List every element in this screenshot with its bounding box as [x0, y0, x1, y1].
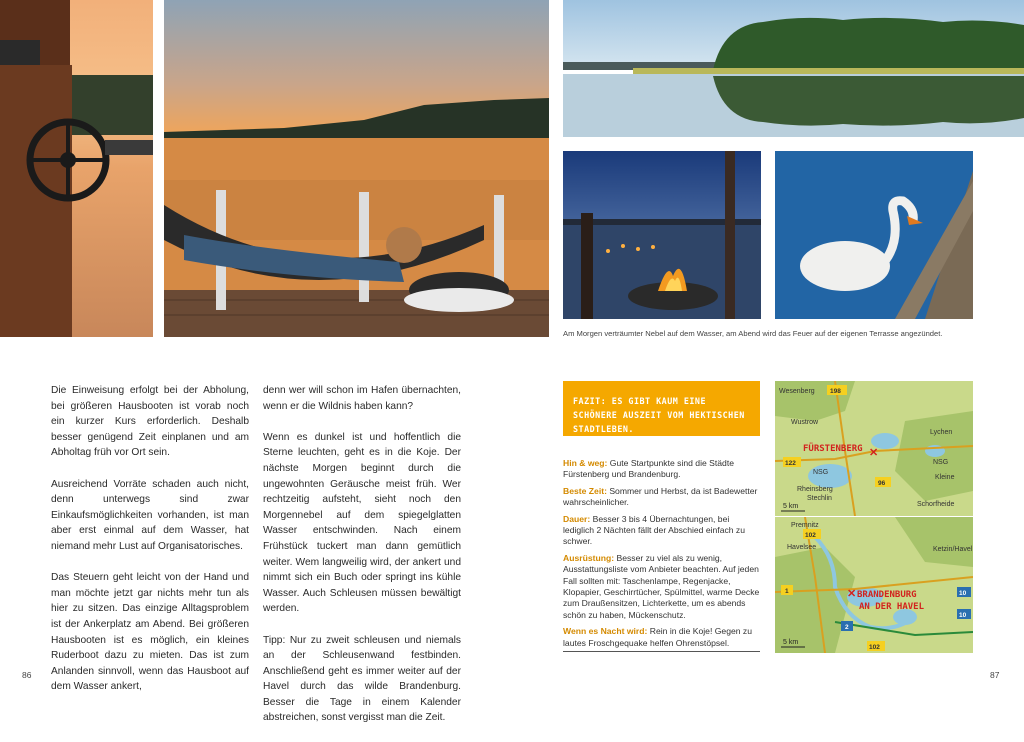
text-column-1: [51, 383, 249, 710]
text-column-2: [263, 383, 461, 742]
page-number-right: 87: [990, 670, 1000, 680]
info-item: [563, 553, 760, 621]
map-scale: 5 km: [783, 503, 799, 510]
info-key: Hin & weg:: [563, 458, 608, 468]
info-key: Ausrüstung:: [563, 552, 615, 563]
info-box: [563, 458, 760, 654]
paragraph: Das Steuern geht leicht von der Hand und man möchte jetzt gar nichts mehr tun als hier zu sitzen. Das einzige Alltagsproblem ist der Ankerplatz am Abend. Bei größeren Hausbooten ist es möglich, ein kleines Ruderboot dazu zu mieten. Das ist zum Anlanden sinnvoll, wenn das Hausboot auf dem Wasser ankert,: [51, 572, 249, 693]
road-number: 2: [845, 624, 849, 631]
photo-lake-forest: [563, 0, 1024, 137]
divider: [563, 651, 760, 652]
photo-steering-wheel: [0, 0, 153, 337]
photo-caption: Am Morgen verträumter Nebel auf dem Wasser, am Abend wird das Feuer auf der eigenen Terrasse angezündet.: [563, 329, 943, 338]
map-label: Schorfheide: [917, 501, 955, 508]
photo-swan-dock: [775, 151, 973, 319]
road-number: 102: [805, 532, 816, 539]
map-city-label: FÜRSTENBERG: [803, 444, 863, 454]
map-brandenburg: [775, 517, 973, 653]
paragraph: Die Einweisung erfolgt bei der Abholung, bei größeren Hausbooten ist vorab noch ein kurzer Kurs erforderlich. Deshalb besser genügend Zeit einplanen und am Abholtag früh vor Ort sein.: [51, 385, 249, 459]
info-item: [563, 626, 760, 649]
map-label: Wesenberg: [779, 388, 815, 395]
fazit-box: [563, 381, 760, 436]
paragraph: Wenn es dunkel ist und hoffentlich die Sterne leuchten, geht es in die Koje. Der nächste Morgen beginnt durch die ungewohnten Geräusche meist früh. Wer rechtzeitig aufsteht, sieht noch den Morgennebel auf dem spiegelglatten Wasser entschwinden. Nach einem Frühstück tuckert man dann gemütlich weiter. Wem langweilig wird, der ankert und nimmt sich ein Buch oder springt ins kühle Wasser. Auch Schleusen müssen bewältigt werden.: [263, 431, 461, 615]
road-number: 10: [959, 590, 967, 597]
map-label: NSG: [813, 469, 829, 476]
info-key: Dauer:: [563, 513, 591, 524]
photo-hammock-sunset: [164, 0, 549, 337]
map-label: Ketzin/Havel: [933, 546, 973, 553]
info-item: [563, 486, 760, 509]
map-label: Premnitz: [791, 522, 819, 529]
info-text: Besser zu viel als zu wenig, Ausstattungsliste vom Anbieter beachten. Auf jeden Fall sollten mit: Taschenlampe, Regenjacke, Klopapier, Geschirrtücher, Spülmittel, warme Decke zum Draußensitzen, Lichterkette, um es abends schön zu haben, Mückenschutz.: [563, 552, 760, 620]
map-label: NSG: [933, 459, 949, 466]
map-marker-icon: ✕: [847, 588, 857, 600]
info-item: [563, 514, 760, 548]
map-label: Wustrow: [791, 419, 819, 426]
info-item: [563, 458, 760, 481]
info-text: Rein in die Koje! Gegen zu lautes Froschgequake helfen Ohrenstöpsel.: [563, 626, 753, 648]
map-label: Kleine: [935, 474, 955, 481]
page-number-left: 86: [22, 670, 32, 680]
map-label: Rheinsberg: [797, 486, 833, 493]
road-number: 10: [959, 612, 967, 619]
paragraph: Tipp: Nur zu zweit schleusen und niemals an der Schleusenwand festbinden. Anschließend geht es immer weiter auf der Havel durch das wilde Brandenburg. Besser die Tage in einem Kalender abstreichen, sonst vergisst man die Zeit.: [263, 634, 461, 724]
info-key: Beste Zeit:: [563, 485, 607, 496]
photo-campfire-night: [563, 151, 761, 319]
map-fuerstenberg: [775, 381, 973, 516]
road-number: 198: [830, 388, 841, 395]
info-text: Sommer und Herbst, da ist Badewetter wahrscheinlicher.: [563, 485, 758, 508]
map-label: Havelsee: [787, 544, 817, 551]
map-city-label: BRANDENBURG: [857, 590, 917, 600]
map-scale: 5 km: [783, 639, 799, 646]
road-number: 122: [785, 460, 796, 467]
road-number: 96: [878, 480, 886, 487]
info-text: Besser 3 bis 4 Übernachtungen, bei lediglich 2 Nächten fällt der Abschied einfach zu schwer.: [563, 513, 746, 547]
map-marker-icon: ✕: [869, 447, 879, 459]
info-text: Gute Startpunkte sind die Städte Fürstenberg und Brandenburg.: [563, 458, 735, 480]
fazit-text: FAZIT: ES GIBT KAUM EINE SCHÖNERE AUSZEIT VOM HEKTISCHEN STADTLEBEN.: [573, 396, 745, 434]
map-label: Lychen: [930, 429, 953, 436]
map-label: Stechlin: [807, 495, 832, 502]
map-city-label: AN DER HAVEL: [859, 602, 925, 612]
paragraph: Ausreichend Vorräte schaden auch nicht, denn unterwegs sind zwar Einkaufsmöglichkeiten vorhanden, ist man aber erst einmal auf dem Wasser, hat niemand mehr Lust auf Organisatorisches.: [51, 478, 249, 552]
road-number: 1: [785, 588, 789, 595]
road-number: 102: [869, 644, 880, 651]
info-key: Wenn es Nacht wird:: [563, 626, 648, 637]
paragraph: denn wer will schon im Hafen übernachten, wenn er die Wildnis haben kann?: [263, 385, 461, 412]
